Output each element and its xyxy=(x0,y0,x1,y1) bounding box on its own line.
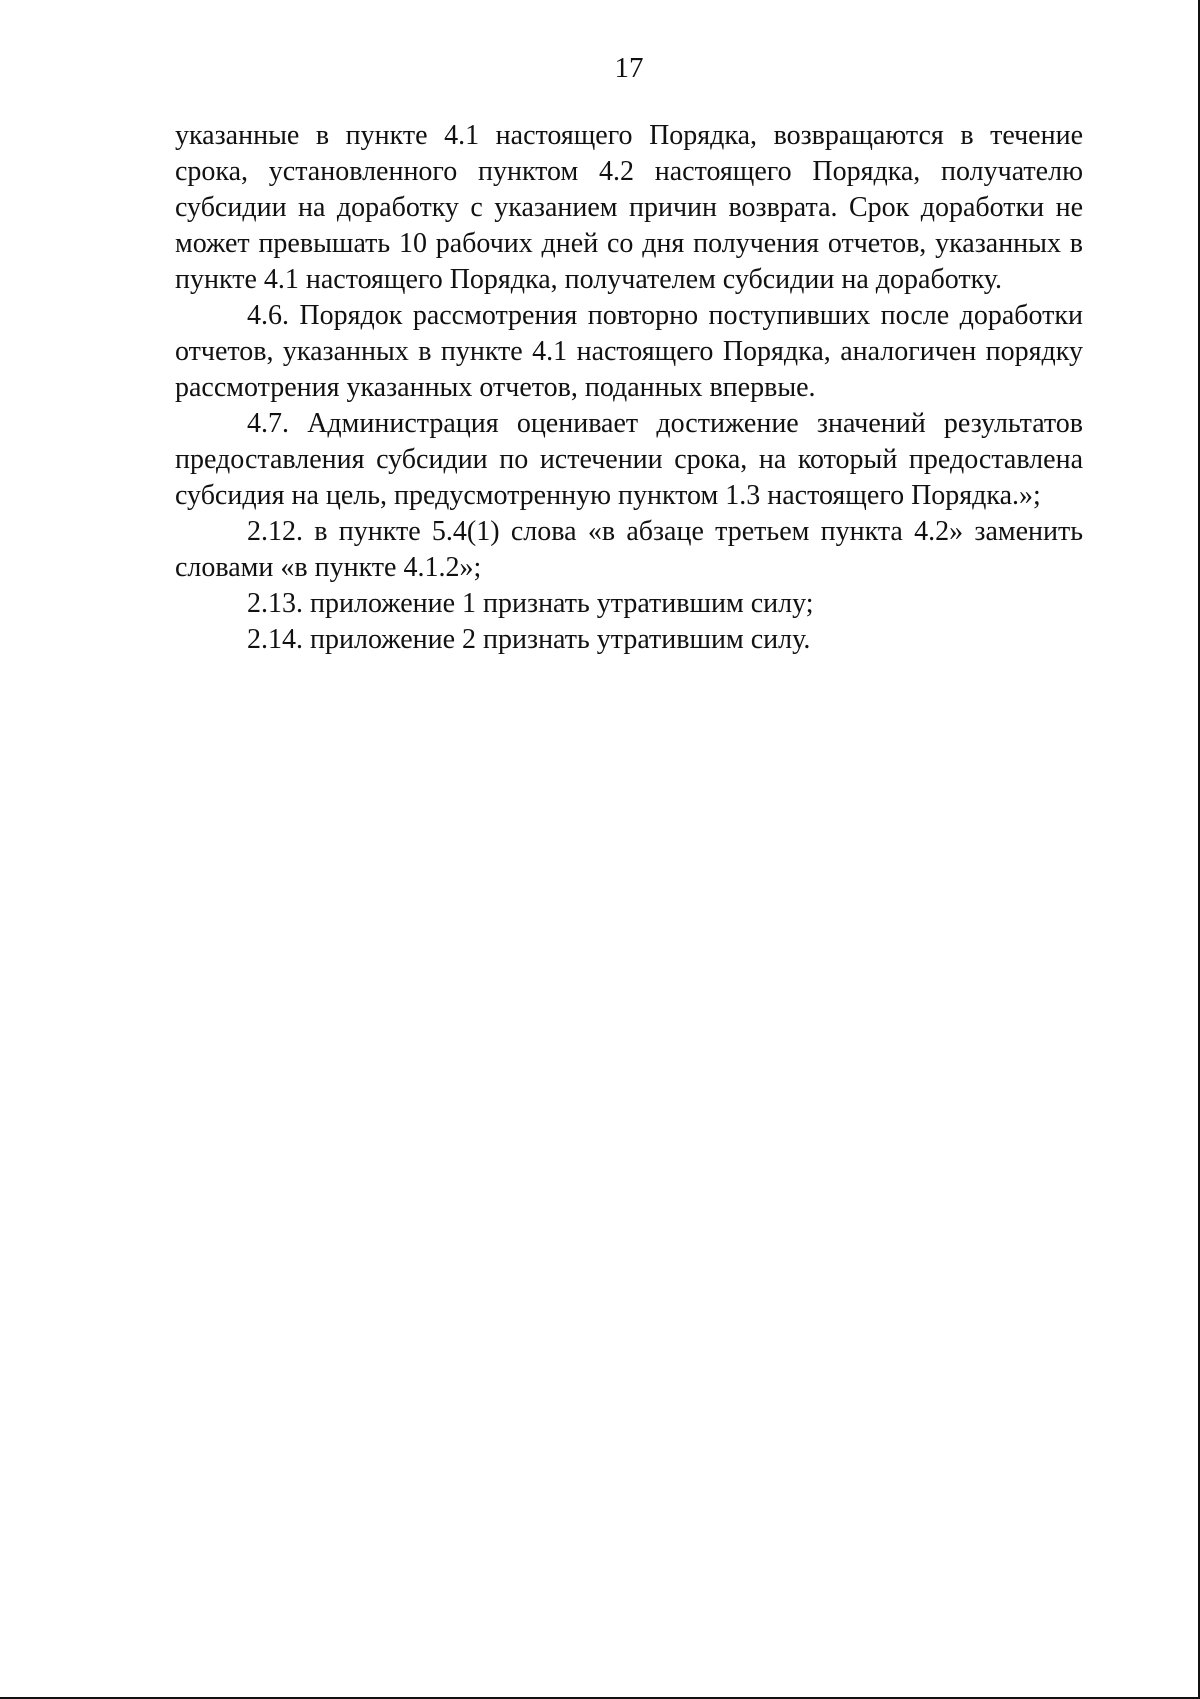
document-body xyxy=(175,118,1083,658)
page-number: 17 xyxy=(614,52,644,84)
paragraph-2-12: 2.12. в пункте 5.4(1) слова «в абзаце третьем пункта 4.2» заменить словами «в пункте 4.1.2»; xyxy=(175,516,1083,583)
paragraph-2-13: 2.13. приложение 1 признать утратившим силу; xyxy=(247,588,814,619)
paragraph-continuation: указанные в пункте 4.1 настоящего Порядка, возвращаются в течение срока, установленного пунктом 4.2 настоящего Порядка, получателю субсидии на доработку с указанием причин возврата. Срок доработки не может превышать 10 рабочих дней со дня получения отчетов, указанных в пункте 4.1 настоящего Порядка, получателем субсидии на доработку. xyxy=(175,120,1083,295)
paragraph-2-14: 2.14. приложение 2 признать утратившим силу. xyxy=(247,624,811,655)
paragraph-4-7: 4.7. Администрация оценивает достижение значений результатов предоставления субсидии по истечении срока, на который предоставлена субсидия на цель, предусмотренную пунктом 1.3 настоящего Порядка.»; xyxy=(175,408,1083,511)
paragraph-4-6: 4.6. Порядок рассмотрения повторно поступивших после доработки отчетов, указанных в пункте 4.1 настоящего Порядка, аналогичен порядку рассмотрения указанных отчетов, поданных впервые. xyxy=(175,300,1083,403)
